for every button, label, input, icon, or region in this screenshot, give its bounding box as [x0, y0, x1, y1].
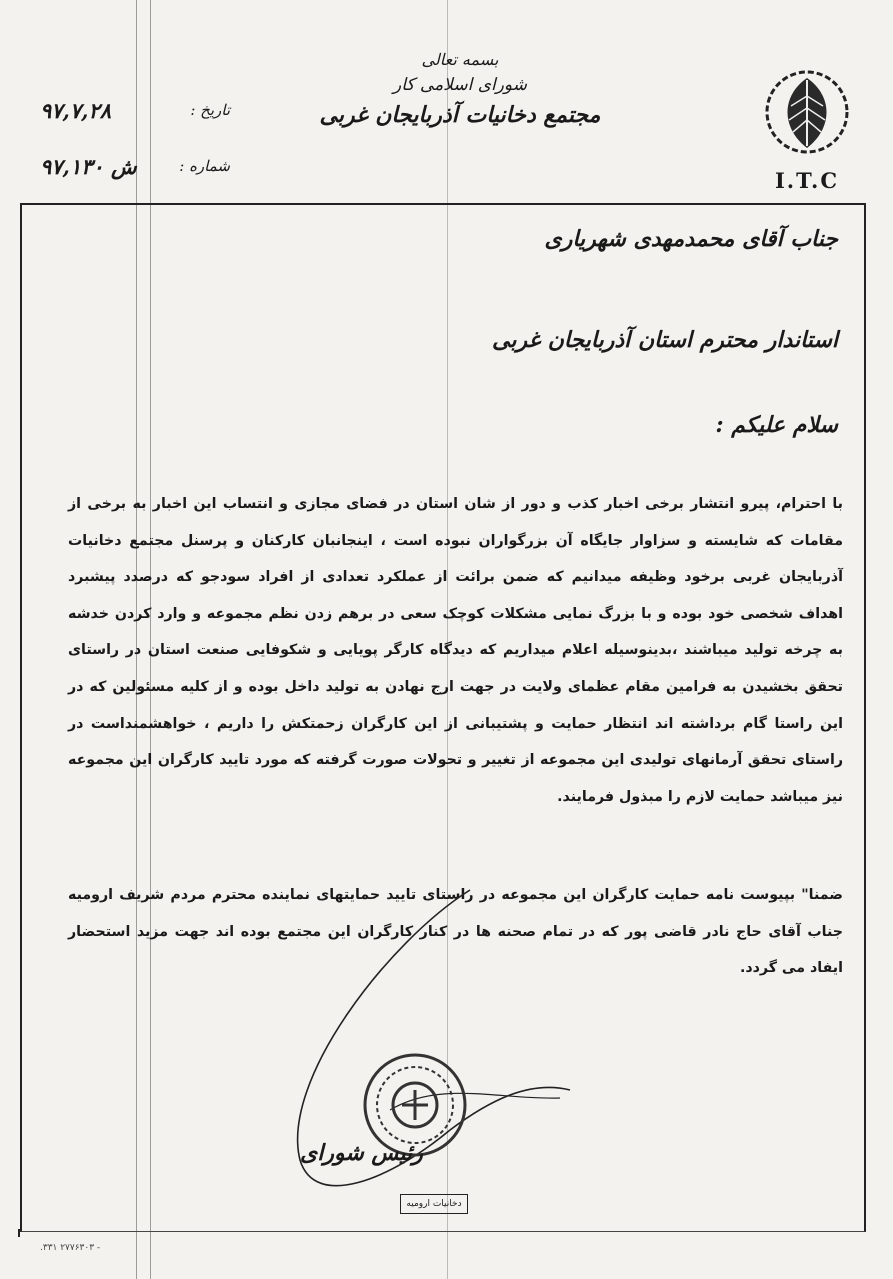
letterhead [300, 48, 620, 132]
date-value: ۹۷,۷,۲۸ [40, 97, 112, 123]
basmala: بسمه تعالی [421, 50, 499, 69]
number-row [40, 138, 230, 194]
itc-logo [752, 66, 862, 193]
stamp-label: دخانیات ارومیه [400, 1194, 468, 1214]
fax-header-line: .۳۳۱ ۲۷۷۶۳۰۳ - [40, 1243, 101, 1253]
signature-title: رئیس شورای [300, 1140, 423, 1166]
date-row [40, 82, 230, 138]
date-label: تاریخ : [190, 101, 230, 119]
number-value: ۹۷,۱۳۰ ش [40, 153, 137, 179]
body-paragraph: ضمنا" بپیوست نامه حمایت کارگران این مجموعه در راستای تایید حمایتهای نماینده محترم مردم شریف ارومیه جناب آقای حاج نادر قاضی پور که در تمام صحنه ها در کنار کارگران این مجتمع بوده اند جهت مزید استحضار ایفاد می گردد. [68, 887, 843, 977]
logo-caption: I.T.C [774, 168, 840, 193]
tobacco-leaf-emblem-icon [761, 66, 853, 158]
addressee: جناب آقای محمدمهدی شهریاری [544, 226, 838, 252]
number-label: شماره : [179, 157, 230, 175]
addressee-title: استاندار محترم استان آذربایجان غربی [491, 327, 838, 353]
greeting: سلام علیکم : [715, 412, 838, 438]
council-name: شورای اسلامی کار [393, 75, 527, 95]
letter-meta [40, 82, 230, 194]
complex-name: مجتمع دخانیات آذربایجان غربی [319, 102, 601, 128]
body-paragraph: با احترام، پیرو انتشار برخی اخبار کذب و دور از شان استان در فضای مجازی و انتساب این اخبار به برخی از مقامات که شایسته و سزاوار جایگاه آن بزرگواران نبوده است ، اینجانبان کارکنان و پرسنل مجتمع دخانیات آذربایجان غربی برخود وظیفه میدانیم که ضمن برائت از عملکرد تعدادی از افراد سودجو که درصدد پیشبرد اهداف شخصی خود بوده و با بزرگ نمایی مشکلات کوچک سعی در برهم زدن نظم مجموعه و وارد کردن خدشه به چرخه تولید میباشند ،بدینوسیله اعلام میداریم که دیدگاه کارگر پویایی و شکوفایی صنعت استان در راستای تحقق بخشیدن به فرامین مقام عظمای ولایت در جهت ارج نهادن به تولید داخل بوده و از کلیه مسئولین که در این راستا گام برداشته اند انتظار حمایت و پشتیبانی از این کارگران زحمتکش را داریم ، خواهشمنداست در راستای تحقق آرمانهای تولیدی این مجموعه از تغییر و تحولات صورت گرفته که مورد تایید کارگران این مجموعه نیز میباشد حمایت لازم را مبذول فرمایند. [68, 496, 843, 805]
